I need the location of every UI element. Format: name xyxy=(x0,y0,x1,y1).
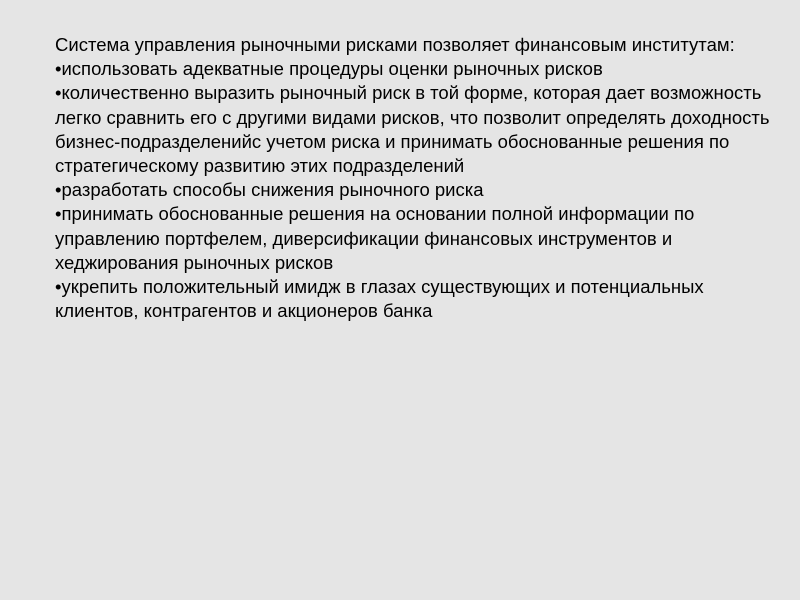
slide-body xyxy=(55,33,770,323)
bullet-item: •разработать способы снижения рыночного риска xyxy=(55,179,484,201)
intro-text: Система управления рыночными рисками позволяет финансовым институтам: xyxy=(55,34,735,55)
bullet-item: •количественно выразить рыночный риск в той форме, которая дает возможность легко сравнить его с другими видами рисков, что позволит определять доходность бизнес-подразделенийс учетом риска и принимать обоснованные решения по стратегическому развитию этих подразделений xyxy=(55,82,770,177)
bullet-item: •принимать обоснованные решения на основании полной информации по управлению портфелем, диверсификации финансовых инструментов и хеджирования рыночных рисков xyxy=(55,203,695,273)
bullet-item: •использовать адекватные процедуры оценки рыночных рисков xyxy=(55,58,603,80)
bullet-item: •укрепить положительный имидж в глазах существующих и потенциальных клиентов, контрагентов и акционеров банка xyxy=(55,276,704,322)
